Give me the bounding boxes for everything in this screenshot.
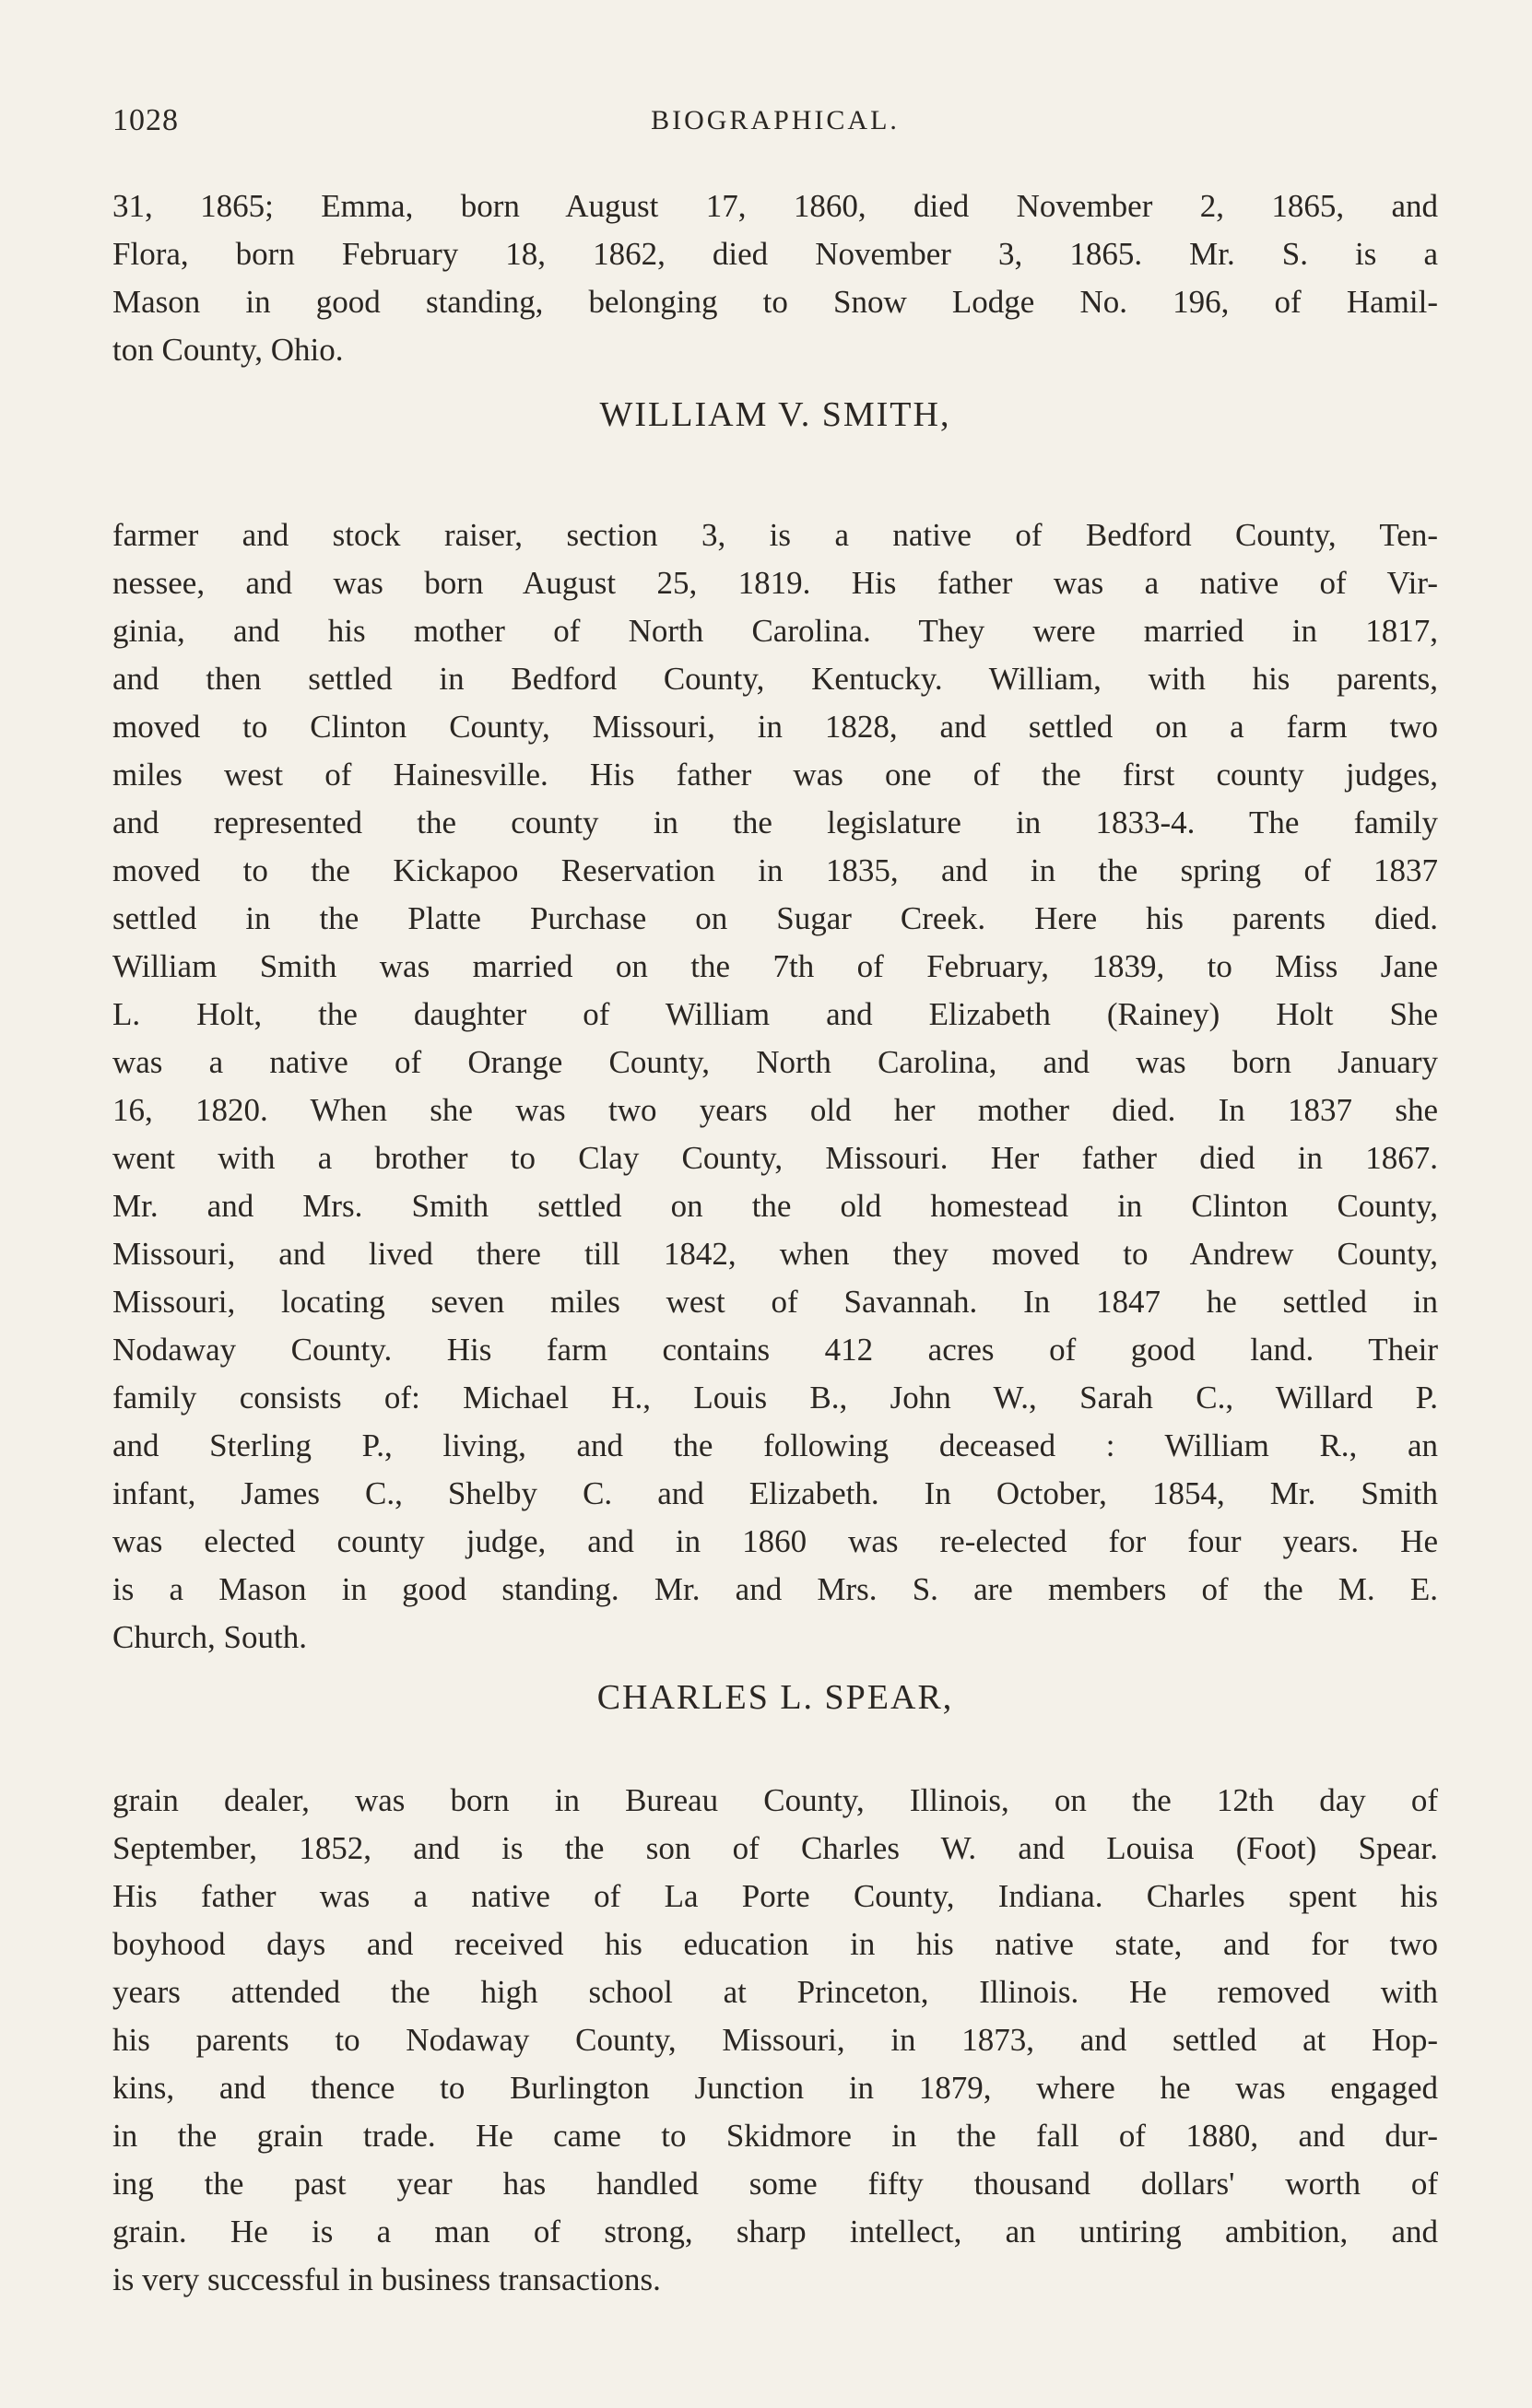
text-line: was a native of Orange County, North Carolina, and was born January [112,1044,1438,1080]
text-line: 16, 1820. When she was two years old her mother died. In 1837 she [112,1092,1438,1128]
text-line: ing the past year has handled some fifty thousand dollars' worth of [112,2166,1438,2202]
text-line: infant, James C., Shelby C. and Elizabeth. In October, 1854, Mr. Smith [112,1475,1438,1511]
paragraph-continuation [112,182,1438,374]
text-line: went with a brother to Clay County, Missouri. Her father died in 1867. [112,1140,1438,1176]
text-line: Flora, born February 18, 1862, died November 3, 1865. Mr. S. is a [112,236,1438,272]
text-line: 31, 1865; Emma, born August 17, 1860, died November 2, 1865, and [112,188,1438,224]
text-line: moved to Clinton County, Missouri, in 1828, and settled on a farm two [112,709,1438,745]
text-line: Missouri, and lived there till 1842, when they moved to Andrew County, [112,1236,1438,1272]
text-line: years attended the high school at Princeton, Illinois. He removed with [112,1974,1438,2010]
text-line: L. Holt, the daughter of William and Elizabeth (Rainey) Holt She [112,996,1438,1032]
text-line: Nodaway County. His farm contains 412 acres of good land. Their [112,1332,1438,1368]
text-line: grain dealer, was born in Bureau County, Illinois, on the 12th day of [112,1782,1438,1818]
page-number: 1028 [112,103,179,137]
text-line: and Sterling P., living, and the following deceased : William R., an [112,1427,1438,1463]
text-line: his parents to Nodaway County, Missouri, in 1873, and settled at Hop- [112,2022,1438,2058]
text-line: Mason in good standing, belonging to Snow Lodge No. 196, of Hamil- [112,284,1438,320]
text-line: boyhood days and received his education in his native state, and for two [112,1926,1438,1962]
text-line: miles west of Hainesville. His father was one of the first county judges, [112,757,1438,793]
text-line: ginia, and his mother of North Carolina. They were married in 1817, [112,613,1438,649]
text-line: is very successful in business transactions. [112,2261,661,2297]
paragraph-charles-spear [112,1777,1438,2304]
text-line: was elected county judge, and in 1860 was re-elected for four years. He [112,1523,1438,1559]
text-line: in the grain trade. He came to Skidmore in the fall of 1880, and dur- [112,2118,1438,2154]
text-line: kins, and thence to Burlington Junction in 1879, where he was engaged [112,2070,1438,2106]
running-head [112,103,1438,140]
section-heading-william-smith: WILLIAM V. SMITH, [599,395,951,434]
section-heading-charles-spear: CHARLES L. SPEAR, [596,1678,954,1717]
text-line: September, 1852, and is the son of Charles W. and Louisa (Foot) Spear. [112,1830,1438,1866]
text-line: Missouri, locating seven miles west of Savannah. In 1847 he settled in [112,1284,1438,1320]
text-line: His father was a native of La Porte County, Indiana. Charles spent his [112,1878,1438,1914]
text-line: ton County, Ohio. [112,332,344,368]
text-line: is a Mason in good standing. Mr. and Mrs. S. are members of the M. E. [112,1571,1438,1607]
paragraph-william-smith [112,511,1438,1662]
text-line: William Smith was married on the 7th of February, 1839, to Miss Jane [112,948,1438,984]
text-line: Church, South. [112,1619,307,1655]
text-line: nessee, and was born August 25, 1819. His father was a native of Vir- [112,565,1438,601]
text-line: farmer and stock raiser, section 3, is a native of Bedford County, Ten- [112,517,1438,553]
text-line: and then settled in Bedford County, Kentucky. William, with his parents, [112,661,1438,697]
text-line: settled in the Platte Purchase on Sugar Creek. Here his parents died. [112,900,1438,936]
text-line: moved to the Kickapoo Reservation in 1835, and in the spring of 1837 [112,852,1438,888]
text-line: Mr. and Mrs. Smith settled on the old homestead in Clinton County, [112,1188,1438,1224]
running-title: BIOGRAPHICAL. [651,105,900,135]
text-line: grain. He is a man of strong, sharp intellect, an untiring ambition, and [112,2214,1438,2249]
text-line: family consists of: Michael H., Louis B., John W., Sarah C., Willard P. [112,1380,1438,1415]
text-line: and represented the county in the legislature in 1833-4. The family [112,805,1438,840]
